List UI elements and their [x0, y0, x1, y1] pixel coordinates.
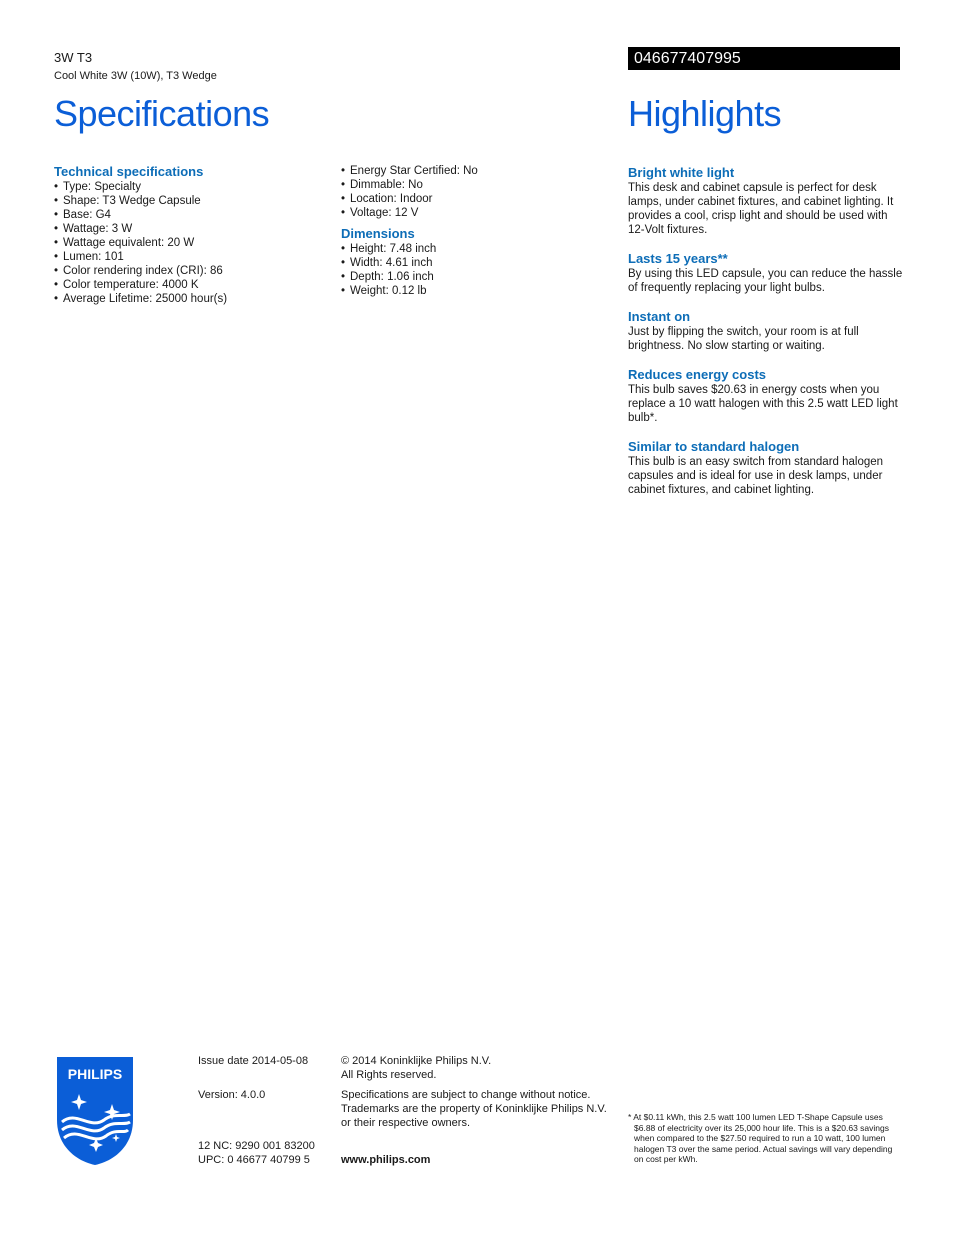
- spec-item: • Shape: T3 Wedge Capsule: [54, 194, 324, 208]
- spec-item: • Average Lifetime: 25000 hour(s): [54, 292, 324, 306]
- version: Version: 4.0.0: [198, 1089, 266, 1101]
- dimensions-heading: Dimensions: [341, 226, 415, 241]
- copyright: © 2014 Koninklijke Philips N.V.: [341, 1055, 492, 1067]
- spec-item: • Energy Star Certified: No: [341, 164, 601, 178]
- highlight-text: By using this LED capsule, you can reduce the hassle of frequently replacing your light bulbs.: [628, 268, 903, 294]
- highlight-heading: Lasts 15 years**: [628, 251, 728, 266]
- highlight-text: Just by flipping the switch, your room is at full brightness. No slow starting or waiting.: [628, 326, 859, 352]
- spec-item: • Voltage: 12 V: [341, 206, 601, 220]
- upc-number: UPC: 0 46677 40799 5: [198, 1154, 310, 1166]
- highlight-heading: Instant on: [628, 309, 691, 324]
- rights-reserved: All Rights reserved.: [341, 1069, 437, 1081]
- more-specifications-list: [341, 164, 601, 220]
- dimension-item: • Width: 4.61 inch: [341, 256, 601, 270]
- spec-item: • Base: G4: [54, 208, 324, 222]
- spec-item: • Type: Specialty: [54, 180, 324, 194]
- philips-shield-icon: [54, 1054, 136, 1166]
- highlight-item: [628, 367, 903, 425]
- product-name: 3W T3: [54, 50, 93, 65]
- dimensions-list: [341, 242, 601, 298]
- nc-number: 12 NC: 9290 001 83200: [198, 1140, 315, 1152]
- highlight-item: [628, 439, 903, 497]
- technical-specifications-section: [54, 164, 324, 306]
- product-subtitle: Cool White 3W (10W), T3 Wedge: [54, 70, 217, 82]
- trademark-notice: Specifications are subject to change without notice. Trademarks are the property of Koninklijke Philips N.V. or their respective owners.: [341, 1089, 607, 1129]
- specifications-column-2: [341, 164, 601, 298]
- spec-item: • Wattage equivalent: 20 W: [54, 236, 324, 250]
- issue-date: Issue date 2014-05-08: [198, 1055, 309, 1067]
- highlight-item: [628, 309, 903, 353]
- philips-logo: [54, 1054, 136, 1166]
- dimension-item: • Depth: 1.06 inch: [341, 270, 601, 284]
- spec-item: • Dimmable: No: [341, 178, 601, 192]
- product-code-bar: 046677407995: [628, 47, 900, 70]
- website-link[interactable]: www.philips.com: [341, 1154, 431, 1166]
- highlight-item: [628, 165, 903, 237]
- spec-item: • Lumen: 101: [54, 250, 324, 264]
- footnote: [628, 1112, 902, 1165]
- highlights-title: Highlights: [628, 93, 782, 134]
- highlight-heading: Similar to standard halogen: [628, 439, 800, 454]
- highlight-item: [628, 251, 903, 295]
- spec-item: • Wattage: 3 W: [54, 222, 324, 236]
- logo-wordmark: PHILIPS: [67, 1066, 123, 1082]
- technical-specifications-list: [54, 180, 324, 306]
- highlights-section: [628, 165, 903, 511]
- dimension-item: • Height: 7.48 inch: [341, 242, 601, 256]
- highlight-text: This bulb saves $20.63 in energy costs when you replace a 10 watt halogen with this 2.5 watt LED light bulb*.: [628, 384, 898, 424]
- highlight-heading: Reduces energy costs: [628, 367, 767, 382]
- specifications-title: Specifications: [54, 93, 270, 134]
- spec-item: • Color temperature: 4000 K: [54, 278, 324, 292]
- footnote-text: * At $0.11 kWh, this 2.5 watt 100 lumen LED T-Shape Capsule uses $6.88 of electricity over its 25,000 hour life. This is a $20.63 savings when compared to the $27.50 required to run a 10 watt, 100 lumen halogen T3 over the same period. Actual savings will vary depending on cost per kWh.: [628, 1112, 893, 1164]
- spec-item: • Location: Indoor: [341, 192, 601, 206]
- technical-specifications-heading: Technical specifications: [54, 164, 204, 179]
- highlight-text: This bulb is an easy switch from standard halogen capsules and is ideal for use in desk lamps, under cabinet fixtures, and cabinet lighting.: [628, 456, 884, 496]
- dimension-item: • Weight: 0.12 lb: [341, 284, 601, 298]
- highlight-heading: Bright white light: [628, 165, 735, 180]
- spec-item: • Color rendering index (CRI): 86: [54, 264, 324, 278]
- highlight-text: This desk and cabinet capsule is perfect for desk lamps, under cabinet fixtures, and cabinet lighting. It provides a cool, crisp light and should be used with 12-Volt fixtures.: [628, 182, 894, 236]
